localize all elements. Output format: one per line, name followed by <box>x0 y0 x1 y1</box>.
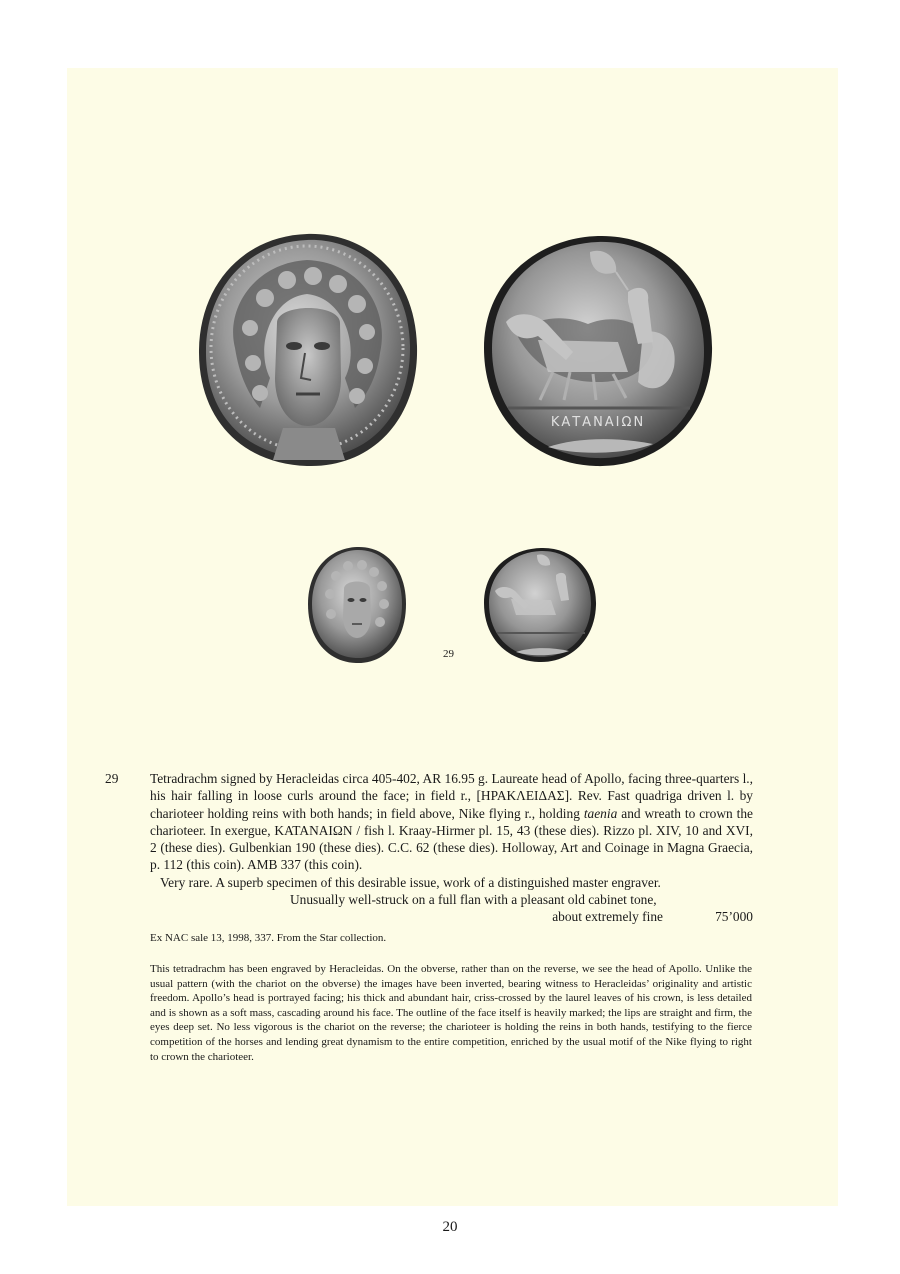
coin-legend: ΚΑΤΑΝΑΙΩΝ <box>550 415 646 430</box>
coin-obverse-small <box>306 544 408 666</box>
description-text: Tetradrachm signed by Heracleidas circa 405-402, AR 16.95 g. Laureate head of Apollo, facing three-quarters l., his hair falling in loose curls around the face; in field r., [ΗΡΑΚΛΕΙΔΑΣ]. Rev. Fast quadriga driven l. by charioteer holding reins with both hands; in field above, Nike flying r., holding <box>150 771 753 821</box>
lot-grade: about extremely fine <box>552 909 663 925</box>
coin-obverse-large <box>195 228 420 470</box>
plate-number: 29 <box>443 648 454 660</box>
lot-description <box>150 770 753 874</box>
lot-condition: Unusually well-struck on a full flan with a pleasant old cabinet tone, <box>290 892 657 908</box>
lot-provenance: Ex NAC sale 13, 1998, 337. From the Star collection. <box>150 932 387 944</box>
lot-number: 29 <box>105 771 119 786</box>
coin-reverse-large <box>478 232 718 470</box>
lot-entry <box>105 770 753 926</box>
description-italic: taenia <box>583 805 618 821</box>
lot-rarity: Very rare. A superb specimen of this desirable issue, work of a distinguished master engraver. <box>160 874 661 890</box>
coin-reverse-small <box>481 545 599 665</box>
lot-grade-row <box>105 908 753 925</box>
page-number: 20 <box>442 1219 458 1235</box>
lot-commentary: This tetradrachm has been engraved by Heracleidas. On the obverse, rather than on the reverse, we see the head of Apollo. Unlike the usual pattern (with the chariot on the obverse) the images have been inverted, bearing witness to Heracleidas’ originality and artistic freedom. Apollo’s head is portrayed facing; his thick and abundant hair, criss-crossed by the laurel leaves of his crown, is less detailed and is shown as a soft mass, cascading around his face. The outline of the face itself is heavily marked; the lips are straight and firm, the eyes deep set. No less vigorous is the chariot on the reverse; the charioteer is holding the reins in both hands, testifying to the fierce competition of the horses and lending great dynamism to the entire competition, enriched by the usual motif of the Nike flying to right to crown the charioteer. <box>150 963 752 1063</box>
description-text-cont: and wreath to crown the charioteer. In exergue, ΚΑΤΑΝΑΙΩΝ / fish l. Kraay-Hirmer pl. 15, 43 (these dies). Rizzo pl. XIV, 10 and XVI, 2 (these dies). Gulbenkian 190 (these dies). C.C. 62 (these dies). Holloway, Art and Coinage in Magna Graecia, p. 112 (this coin). AMB 337 (this coin). <box>150 805 753 873</box>
lot-estimate: 75’000 <box>715 909 753 925</box>
